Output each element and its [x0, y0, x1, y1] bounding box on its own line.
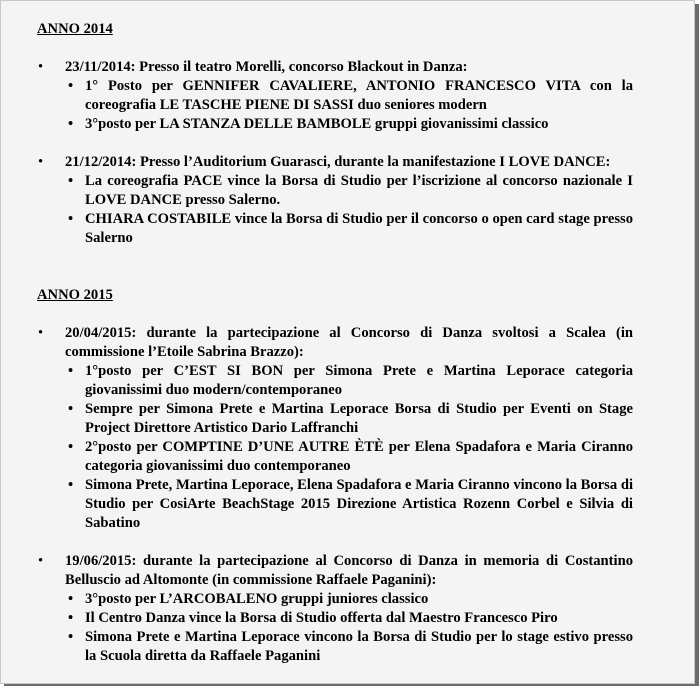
- event-text: 20/04/2015: durante la partecipazione al Concorso di Danza svoltosi a Scalea (in commissione l’Etoile Sabrina Brazzo):: [65, 325, 633, 360]
- bullet-icon: •: [38, 325, 44, 341]
- sub-item-text: 1° Posto per GENNIFER CAVALIERE, ANTONIO FRANCESCO VITA con la coreografia LE TASCHE PIENE DI SASSI duo seniores modern: [85, 78, 633, 113]
- sub-item-text: 3°posto per L’ARCOBALENO gruppi juniores classico: [85, 591, 429, 607]
- bullet-icon: •: [68, 363, 74, 379]
- bullet-icon: •: [68, 173, 74, 189]
- sub-list: [65, 77, 633, 134]
- event-item: [37, 324, 633, 533]
- bullet-icon: •: [68, 78, 74, 94]
- document-content: [37, 20, 633, 666]
- section-title-2014: ANNO 2014: [37, 21, 113, 37]
- sub-item: [65, 362, 633, 400]
- sub-item: [65, 438, 633, 476]
- sub-item-text: Simona Prete e Martina Leporace vincono la Borsa di Studio per lo stage estivo presso la Scuola diretta da Raffaele Paganini: [85, 629, 633, 664]
- sub-item-text: Simona Prete, Martina Leporace, Elena Spadafora e Maria Ciranno vincono la Borsa di Studio per CosiArte BeachStage 2015 Direzione Artistica Rozenn Corbel e Silvia di Sabatino: [85, 477, 633, 531]
- sub-list: [65, 172, 633, 248]
- bullet-icon: •: [68, 629, 74, 645]
- sub-item: [65, 400, 633, 438]
- event-list-2014: [37, 58, 633, 248]
- sub-item-text: 2°posto per COMPTINE D’UNE AUTRE ÈTÈ per Elena Spadafora e Maria Ciranno categoria giovanissimi duo contemporaneo: [85, 439, 633, 474]
- bullet-icon: •: [38, 553, 44, 569]
- sub-item-text: La coreografia PACE vince la Borsa di Studio per l’iscrizione al concorso nazionale I LOVE DANCE presso Salerno.: [85, 173, 633, 208]
- bullet-icon: •: [68, 439, 74, 455]
- sub-item: [65, 210, 633, 248]
- sub-item-text: Il Centro Danza vince la Borsa di Studio offerta dal Maestro Francesco Piro: [85, 610, 558, 626]
- event-text: 23/11/2014: Presso il teatro Morelli, concorso Blackout in Danza:: [65, 59, 468, 75]
- sub-item: [65, 172, 633, 210]
- sub-item-text: 3°posto per LA STANZA DELLE BAMBOLE gruppi giovanissimi classico: [85, 116, 549, 132]
- section-title-2015: ANNO 2015: [37, 287, 113, 303]
- sub-list: [65, 362, 633, 533]
- bullet-icon: •: [38, 154, 44, 170]
- bullet-icon: •: [68, 116, 74, 132]
- event-text: 21/12/2014: Presso l’Auditorium Guarasci, durante la manifestazione I LOVE DANCE:: [65, 154, 611, 170]
- sub-item: [65, 628, 633, 666]
- event-list-2015: [37, 324, 633, 666]
- sub-item: [65, 115, 633, 134]
- sub-item: [65, 590, 633, 609]
- sub-item: [65, 609, 633, 628]
- bullet-icon: •: [68, 591, 74, 607]
- spacer: [37, 533, 633, 552]
- event-item: [37, 153, 633, 248]
- sub-item: [65, 476, 633, 533]
- event-text: 19/06/2015: durante la partecipazione al Concorso di Danza in memoria di Costantino Belluscio ad Altomonte (in commissione Raffaele Paganini):: [65, 553, 633, 588]
- bullet-icon: •: [68, 477, 74, 493]
- sub-item-text: Sempre per Simona Prete e Martina Leporace Borsa di Studio per Eventi on Stage Project Direttore Artistico Dario Laffranchi: [85, 401, 633, 436]
- sub-item: [65, 77, 633, 115]
- bullet-icon: •: [68, 211, 74, 227]
- event-item: [37, 58, 633, 134]
- sub-item-text: CHIARA COSTABILE vince la Borsa di Studio per il concorso o open card stage presso Salerno: [85, 211, 633, 246]
- sub-item-text: 1°posto per C’EST SI BON per Simona Prete e Martina Leporace categoria giovanissimi duo modern/contemporaneo: [85, 363, 633, 398]
- bullet-icon: •: [68, 401, 74, 417]
- spacer: [37, 134, 633, 153]
- event-item: [37, 552, 633, 666]
- bullet-icon: •: [38, 59, 44, 75]
- sub-list: [65, 590, 633, 666]
- bullet-icon: •: [68, 610, 74, 626]
